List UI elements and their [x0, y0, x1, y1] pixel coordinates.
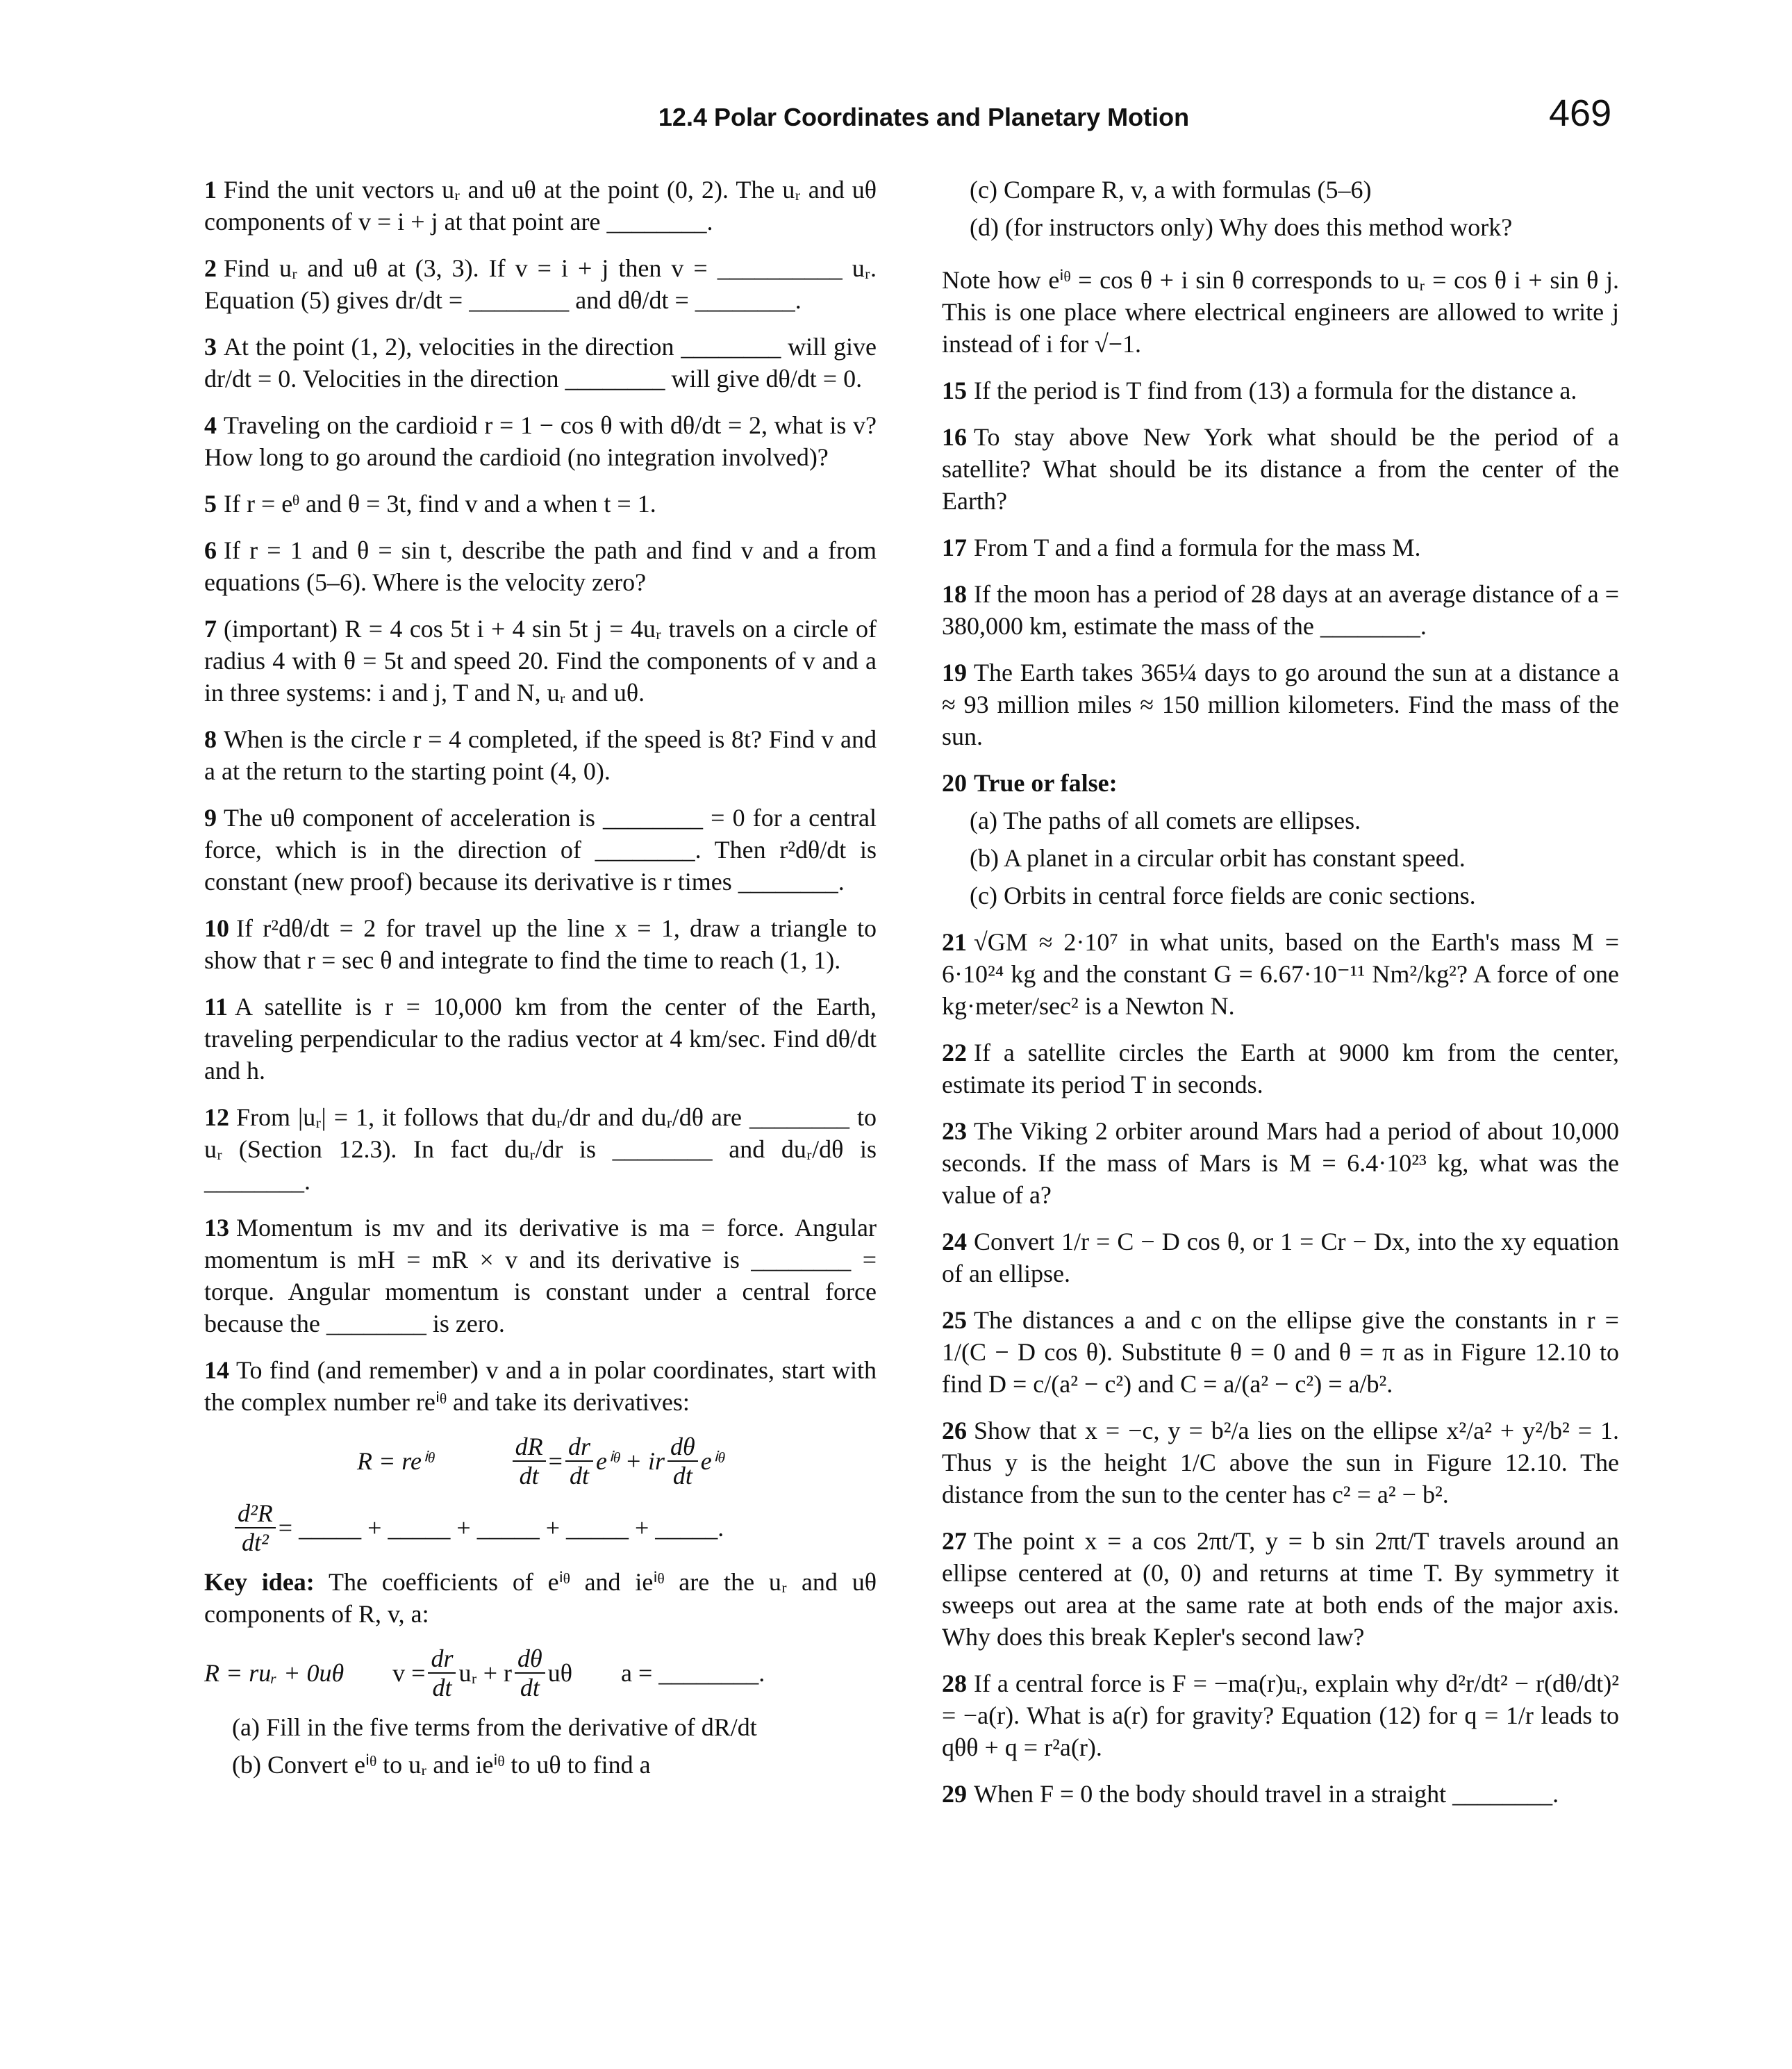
problem-text: True or false:	[974, 769, 1118, 797]
problem-14	[204, 1354, 877, 1418]
key-idea-text: The coefficients of eⁱᶿ and ieⁱᶿ are the uᵣ and uθ components of R, v, a:	[204, 1568, 877, 1628]
problem-text: When F = 0 the body should travel in a straight ________.	[974, 1780, 1559, 1808]
problem-18	[942, 578, 1619, 642]
problem-text: (important) R = 4 cos 5t i + 4 sin 5t j = 4uᵣ travels on a circle of radius 4 with θ = 5t and speed 20. Find the components of v and a in three systems: i and j, T and N, uᵣ and uθ.	[204, 615, 877, 707]
problem-19	[942, 657, 1619, 752]
problem-3	[204, 331, 877, 395]
problem-13	[204, 1212, 877, 1340]
numerator: dr	[565, 1433, 593, 1462]
right-column	[942, 174, 1619, 1824]
problem-number: 17	[942, 534, 967, 561]
numerator: dθ	[515, 1645, 545, 1674]
problem-number: 13	[204, 1214, 229, 1242]
numerator: dr	[428, 1645, 456, 1674]
problem-1	[204, 174, 877, 238]
problem-text: Find uᵣ and uθ at (3, 3). If v = i + j then v = __________ uᵣ. Equation (5) gives dr/dt = ________ and dθ/dt = ________.	[204, 254, 877, 314]
fraction-dR-dt	[513, 1433, 546, 1490]
problem-6	[204, 534, 877, 598]
problem-20	[942, 767, 1619, 799]
problem-number: 22	[942, 1039, 967, 1066]
problem-23	[942, 1115, 1619, 1211]
numerator: dθ	[667, 1433, 698, 1462]
problem-29	[942, 1778, 1619, 1810]
problem-11	[204, 991, 877, 1087]
numerator: dR	[513, 1433, 546, 1462]
problem-text: If a central force is F = −ma(r)uᵣ, explain why d²r/dt² − r(dθ/dt)² = −a(r). What is a(r) for gravity? Equation (12) for q = 1/r leads to qθθ + q = r²a(r).	[942, 1670, 1619, 1761]
problem-number: 12	[204, 1103, 229, 1131]
problem-text: From |uᵣ| = 1, it follows that duᵣ/dr and duᵣ/dθ are ________ to uᵣ (Section 12.3). In fact duᵣ/dr is ________ and duᵣ/dθ is ________.	[204, 1103, 877, 1195]
problem-text: If r = eᶿ and θ = 3t, find v and a when t = 1.	[224, 490, 656, 518]
problem-number: 10	[204, 914, 229, 942]
problem-number: 28	[942, 1670, 967, 1697]
problem-number: 21	[942, 928, 967, 956]
problem-number: 8	[204, 725, 217, 753]
problem-number: 19	[942, 659, 967, 686]
problem-number: 15	[942, 377, 967, 404]
problem-number: 27	[942, 1527, 967, 1555]
problem-12	[204, 1101, 877, 1197]
problem-2	[204, 252, 877, 316]
page-number: 469	[1549, 92, 1612, 134]
problem-text: The distances a and c on the ellipse give the constants in r = 1/(C − D cos θ). Substitute θ = 0 and θ = π as in Figure 12.10 to find D = c/(a² − c²) and C = a/(a² − c²) = a/b².	[942, 1306, 1619, 1398]
problem-text: Show that x = −c, y = b²/a lies on the ellipse x²/a² + y²/b² = 1. Thus y is the height 1/C above the sun in Figure 12.10. The distance from the sun to the center has c² = a² − b².	[942, 1417, 1619, 1508]
problem-14a: (a) Fill in the five terms from the derivative of dR/dt	[232, 1713, 757, 1741]
equation-R-derivative	[357, 1433, 877, 1490]
problem-text: The Earth takes 365¼ days to go around the sun at a distance a ≈ 93 million miles ≈ 150 million kilometers. Find the mass of the sun.	[942, 659, 1619, 750]
problem-text: If a satellite circles the Earth at 9000 km from the center, estimate its period T in seconds.	[942, 1039, 1619, 1098]
denominator: dt	[519, 1462, 539, 1490]
problem-text: The point x = a cos 2πt/T, y = b sin 2πt/T travels around an ellipse centered at (0, 0) and returns at time T. By symmetry it sweeps out area at the same rate at both ends of the major axis. Why does this break Kepler's second law?	[942, 1527, 1619, 1651]
problem-22	[942, 1037, 1619, 1101]
equation-second-derivative	[232, 1499, 877, 1556]
problem-number: 1	[204, 176, 217, 204]
v-lhs: v =	[392, 1659, 426, 1687]
problem-number: 29	[942, 1780, 967, 1808]
problem-number: 16	[942, 423, 967, 451]
problem-4	[204, 409, 877, 473]
problem-text: Convert 1/r = C − D cos θ, or 1 = Cr − Dx, into the xy equation of an ellipse.	[942, 1228, 1619, 1287]
denominator: dt	[432, 1674, 452, 1701]
problem-text: Find the unit vectors uᵣ and uθ at the point (0, 2). The uᵣ and uθ components of v = i + j at that point are ________.	[204, 176, 877, 236]
problem-20a: (a) The paths of all comets are ellipses.	[970, 807, 1361, 834]
problem-21	[942, 926, 1619, 1022]
problem-number: 5	[204, 490, 217, 518]
denominator: dt	[520, 1674, 540, 1701]
problem-10	[204, 912, 877, 976]
equation-R-components: R = ruᵣ + 0uθ	[204, 1659, 345, 1687]
problem-number: 14	[204, 1356, 229, 1384]
problem-5	[204, 488, 877, 520]
problem-text: At the point (1, 2), velocities in the direction ________ will give dr/dt = 0. Velocities in the direction ________ will give dθ/dt = 0.	[204, 333, 877, 393]
problem-text: If the period is T find from (13) a formula for the distance a.	[974, 377, 1577, 404]
problem-text: A satellite is r = 10,000 km from the center of the Earth, traveling perpendicular to the radius vector at 4 km/sec. Find dθ/dt and h.	[204, 993, 877, 1085]
blank-terms: = _____ + _____ + _____ + _____ + _____.	[278, 1514, 724, 1542]
problem-text: When is the circle r = 4 completed, if the speed is 8t? Find v and a at the return to the starting point (4, 0).	[204, 725, 877, 785]
problem-text: If the moon has a period of 28 days at an average distance of a = 380,000 km, estimate the mass of the ________.	[942, 580, 1619, 640]
problem-number: 2	[204, 254, 217, 282]
problem-text: To stay above New York what should be the period of a satellite? What should be its distance a from the center of the Earth?	[942, 423, 1619, 515]
left-column	[204, 174, 877, 1786]
equation-components	[204, 1645, 877, 1701]
u-theta: uθ	[547, 1659, 572, 1687]
problem-25	[942, 1304, 1619, 1400]
denominator: dt²	[242, 1528, 269, 1556]
problem-number: 6	[204, 536, 217, 564]
problem-number: 7	[204, 615, 217, 643]
denominator: dt	[672, 1462, 692, 1490]
problem-number: 20	[942, 769, 967, 797]
problem-20c: (c) Orbits in central force fields are conic sections.	[970, 882, 1476, 909]
problem-26	[942, 1415, 1619, 1510]
problem-9	[204, 802, 877, 898]
fraction-d2R-dt2	[235, 1499, 276, 1556]
problem-number: 9	[204, 804, 217, 832]
problem-number: 23	[942, 1117, 967, 1145]
problem-14d: (d) (for instructors only) Why does this method work?	[970, 213, 1513, 241]
problem-number: 18	[942, 580, 967, 608]
problem-16	[942, 421, 1619, 517]
ur-plus-r: uᵣ + r	[458, 1659, 513, 1687]
problem-number: 24	[942, 1228, 967, 1255]
key-idea	[204, 1566, 877, 1630]
problem-14b: (b) Convert eⁱᶿ to uᵣ and ieⁱᶿ to uθ to find a	[232, 1751, 651, 1779]
problem-20b: (b) A planet in a circular orbit has constant speed.	[970, 844, 1466, 872]
problem-text: The uθ component of acceleration is ________ = 0 for a central force, which is in the direction of ________. Then r²dθ/dt is constant (new proof) because its derivative is r times ________.	[204, 804, 877, 896]
problem-text: The Viking 2 orbiter around Mars had a period of about 10,000 seconds. If the mass of Mars is M = 6.4·10²³ kg, what was the value of a?	[942, 1117, 1619, 1209]
problem-17	[942, 531, 1619, 563]
plus-ir: + ir	[624, 1447, 665, 1475]
fraction-dr-dt	[565, 1433, 593, 1490]
equation-R: R = reⁱᶿ	[357, 1447, 433, 1475]
problem-text: From T and a find a formula for the mass M.	[974, 534, 1421, 561]
problem-7	[204, 613, 877, 709]
problem-text: Momentum is mv and its derivative is ma = force. Angular momentum is mH = mR × v and its derivative is ________ = torque. Angular momentum is constant under a central force because the ________ is zero.	[204, 1214, 877, 1337]
exp-term: eⁱᶿ	[700, 1447, 724, 1475]
problem-text: If r²dθ/dt = 2 for travel up the line x = 1, draw a triangle to show that r = sec θ and integrate to find the time to reach (1, 1).	[204, 914, 877, 974]
equation-a: a = ________.	[620, 1659, 765, 1687]
key-idea-label: Key idea:	[204, 1568, 315, 1596]
numerator: d²R	[235, 1499, 276, 1528]
problem-24	[942, 1226, 1619, 1289]
exp-term: eⁱᶿ	[595, 1447, 619, 1475]
problem-8	[204, 723, 877, 787]
denominator: dt	[569, 1462, 589, 1490]
fraction-dr-dt	[428, 1645, 456, 1701]
equals: =	[548, 1447, 563, 1475]
problem-28	[942, 1667, 1619, 1763]
problem-number: 26	[942, 1417, 967, 1444]
running-header: 12.4 Polar Coordinates and Planetary Motion	[658, 103, 1190, 131]
problem-number: 4	[204, 411, 217, 439]
fraction-dtheta-dt	[515, 1645, 545, 1701]
problem-14c: (c) Compare R, v, a with formulas (5–6)	[970, 176, 1372, 204]
problem-number: 3	[204, 333, 217, 361]
problem-text: To find (and remember) v and a in polar coordinates, start with the complex number reⁱᶿ and take its derivatives:	[204, 1356, 877, 1416]
problem-text: √GM ≈ 2·10⁷ in what units, based on the Earth's mass M = 6·10²⁴ kg and the constant G = 6.67·10⁻¹¹ Nm²/kg²? A force of one kg·meter/sec² is a Newton N.	[942, 928, 1619, 1020]
problem-27	[942, 1525, 1619, 1653]
note: Note how eⁱᶿ = cos θ + i sin θ corresponds to uᵣ = cos θ i + sin θ j. This is one place where electrical engineers are allowed to write j instead of i for √−1.	[942, 266, 1619, 358]
problem-text: Traveling on the cardioid r = 1 − cos θ with dθ/dt = 2, what is v? How long to go around the cardioid (no integration involved)?	[204, 411, 877, 471]
problem-number: 11	[204, 993, 229, 1021]
problem-text: If r = 1 and θ = sin t, describe the path and find v and a from equations (5–6). Where is the velocity zero?	[204, 536, 877, 596]
fraction-dtheta-dt	[667, 1433, 698, 1490]
problem-15	[942, 374, 1619, 406]
problem-number: 25	[942, 1306, 967, 1334]
